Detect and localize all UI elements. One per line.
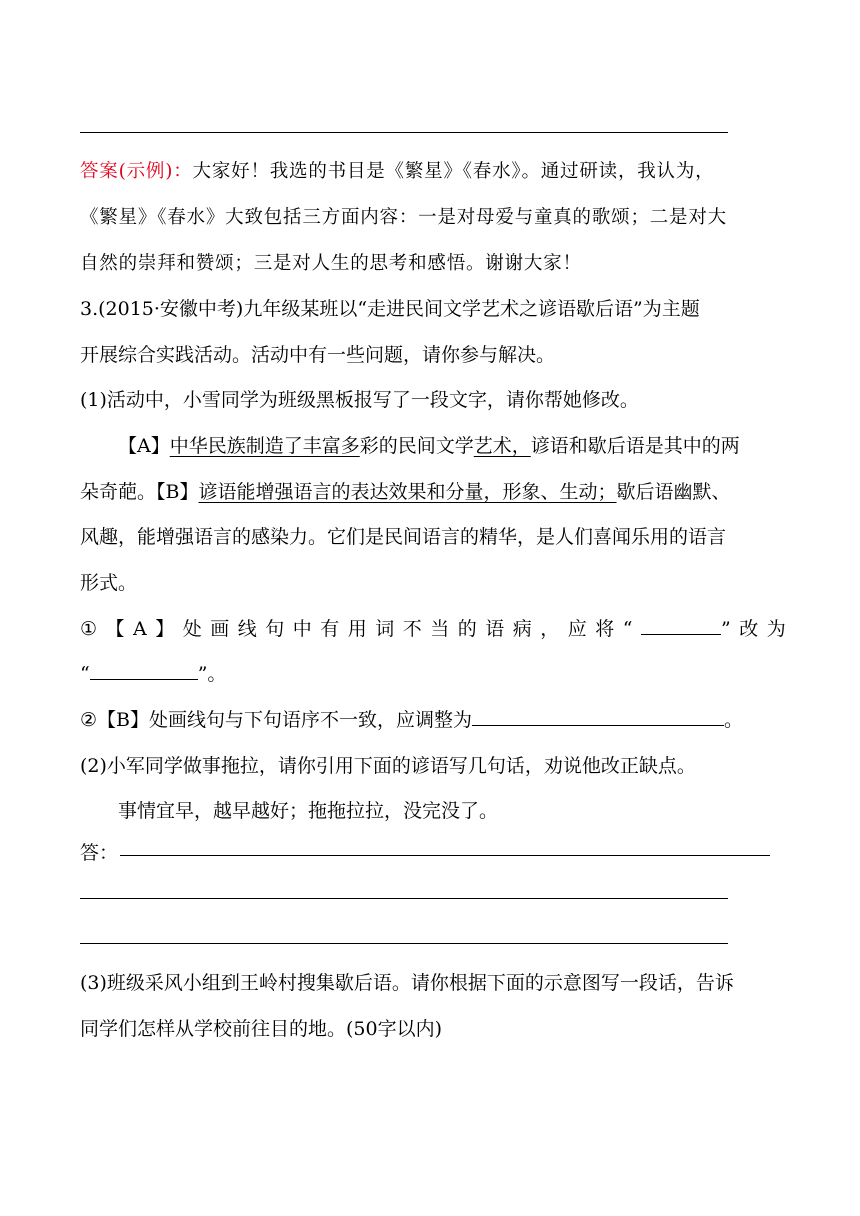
passage-tag-b: 【B】	[156, 481, 199, 503]
passage-a-rest: 谚语和歇后语是其中的两	[530, 435, 740, 457]
item-1-blank-2[interactable]	[90, 661, 198, 680]
passage-a-plain: 彩的民间文学	[359, 435, 474, 457]
passage-line-1	[118, 433, 740, 459]
answer-blank-line	[80, 132, 728, 133]
answer-line-3[interactable]	[80, 943, 728, 944]
item-2-blank[interactable]	[472, 707, 724, 726]
item-1-line-2	[80, 661, 226, 687]
answer-line-1[interactable]	[120, 855, 770, 856]
passage-a-underlined: 中华民族制造了丰富多	[169, 435, 360, 457]
passage-a-underlined-2: 艺术，	[473, 435, 531, 457]
passage-line-4: 形式。	[80, 572, 138, 594]
sample-answer-line-2: 《繁星》《春水》大致包括三方面内容：一是对母爱与童真的歌颂；二是对大	[80, 207, 727, 228]
sample-answer-line-1	[80, 159, 714, 185]
part-1-prompt: (1)活动中，小雪同学为班级黑板报写了一段文字，请你帮她修改。	[80, 389, 639, 411]
passage-tag-a: 【A】	[118, 435, 170, 457]
passage-line-2	[80, 479, 731, 505]
item-1-close-quote: ”。	[197, 663, 227, 685]
passage-b-rest: 歇后语幽默、	[616, 481, 731, 503]
answer-label: 答案(示例)：	[80, 161, 193, 182]
part-3-prompt-2: 同学们怎样从学校前往目的地。(50字以内)	[80, 1018, 443, 1040]
item-1-line-1	[80, 616, 794, 642]
item-1-text-a: ①【A】处画线句中有用词不当的语病，应将“	[80, 618, 641, 640]
part-2-prompt: (2)小军同学做事拖拉，请你引用下面的谚语写几句话，劝说他改正缺点。	[80, 755, 696, 777]
part-3-prompt-1: (3)班级采风小组到王岭村搜集歇后语。请你根据下面的示意图写一段话，告诉	[80, 972, 734, 994]
answer-line-2[interactable]	[80, 898, 728, 899]
item-2-text: ②【B】处画线句与下句语序不一致，应调整为	[80, 709, 472, 731]
passage-line-3: 风趣，能增强语言的感染力。它们是民间语言的精华，是人们喜闻乐用的语言	[80, 526, 727, 548]
sample-answer-line-3: 自然的崇拜和赞颂；三是对人生的思考和感悟。谢谢大家！	[80, 253, 582, 274]
passage-line-2-start: 朵奇葩。	[80, 481, 157, 503]
proverb-text: 事情宜早，越早越好；拖拖拉拉，没完没了。	[118, 800, 499, 822]
question-3-intro-1: 3.(2015·安徽中考)九年级某班以“走进民间文学艺术之谚语歇后语”为主题	[80, 298, 700, 320]
answer-text-1: 大家好！我选的书目是《繁星》《春水》。通过研读，我认为，	[192, 161, 715, 182]
answer-prefix: 答：	[80, 842, 119, 864]
item-1-blank-1[interactable]	[641, 616, 721, 635]
question-3-intro-2: 开展综合实践活动。活动中有一些问题，请你参与解决。	[80, 344, 556, 366]
item-1-open-quote: “	[80, 663, 90, 685]
item-1-text-b: ”改为	[720, 618, 795, 640]
item-2-line	[80, 707, 743, 733]
item-2-end: 。	[724, 709, 744, 731]
passage-b-underlined: 谚语能增强语言的表达效果和分量，形象、生动；	[198, 481, 617, 503]
